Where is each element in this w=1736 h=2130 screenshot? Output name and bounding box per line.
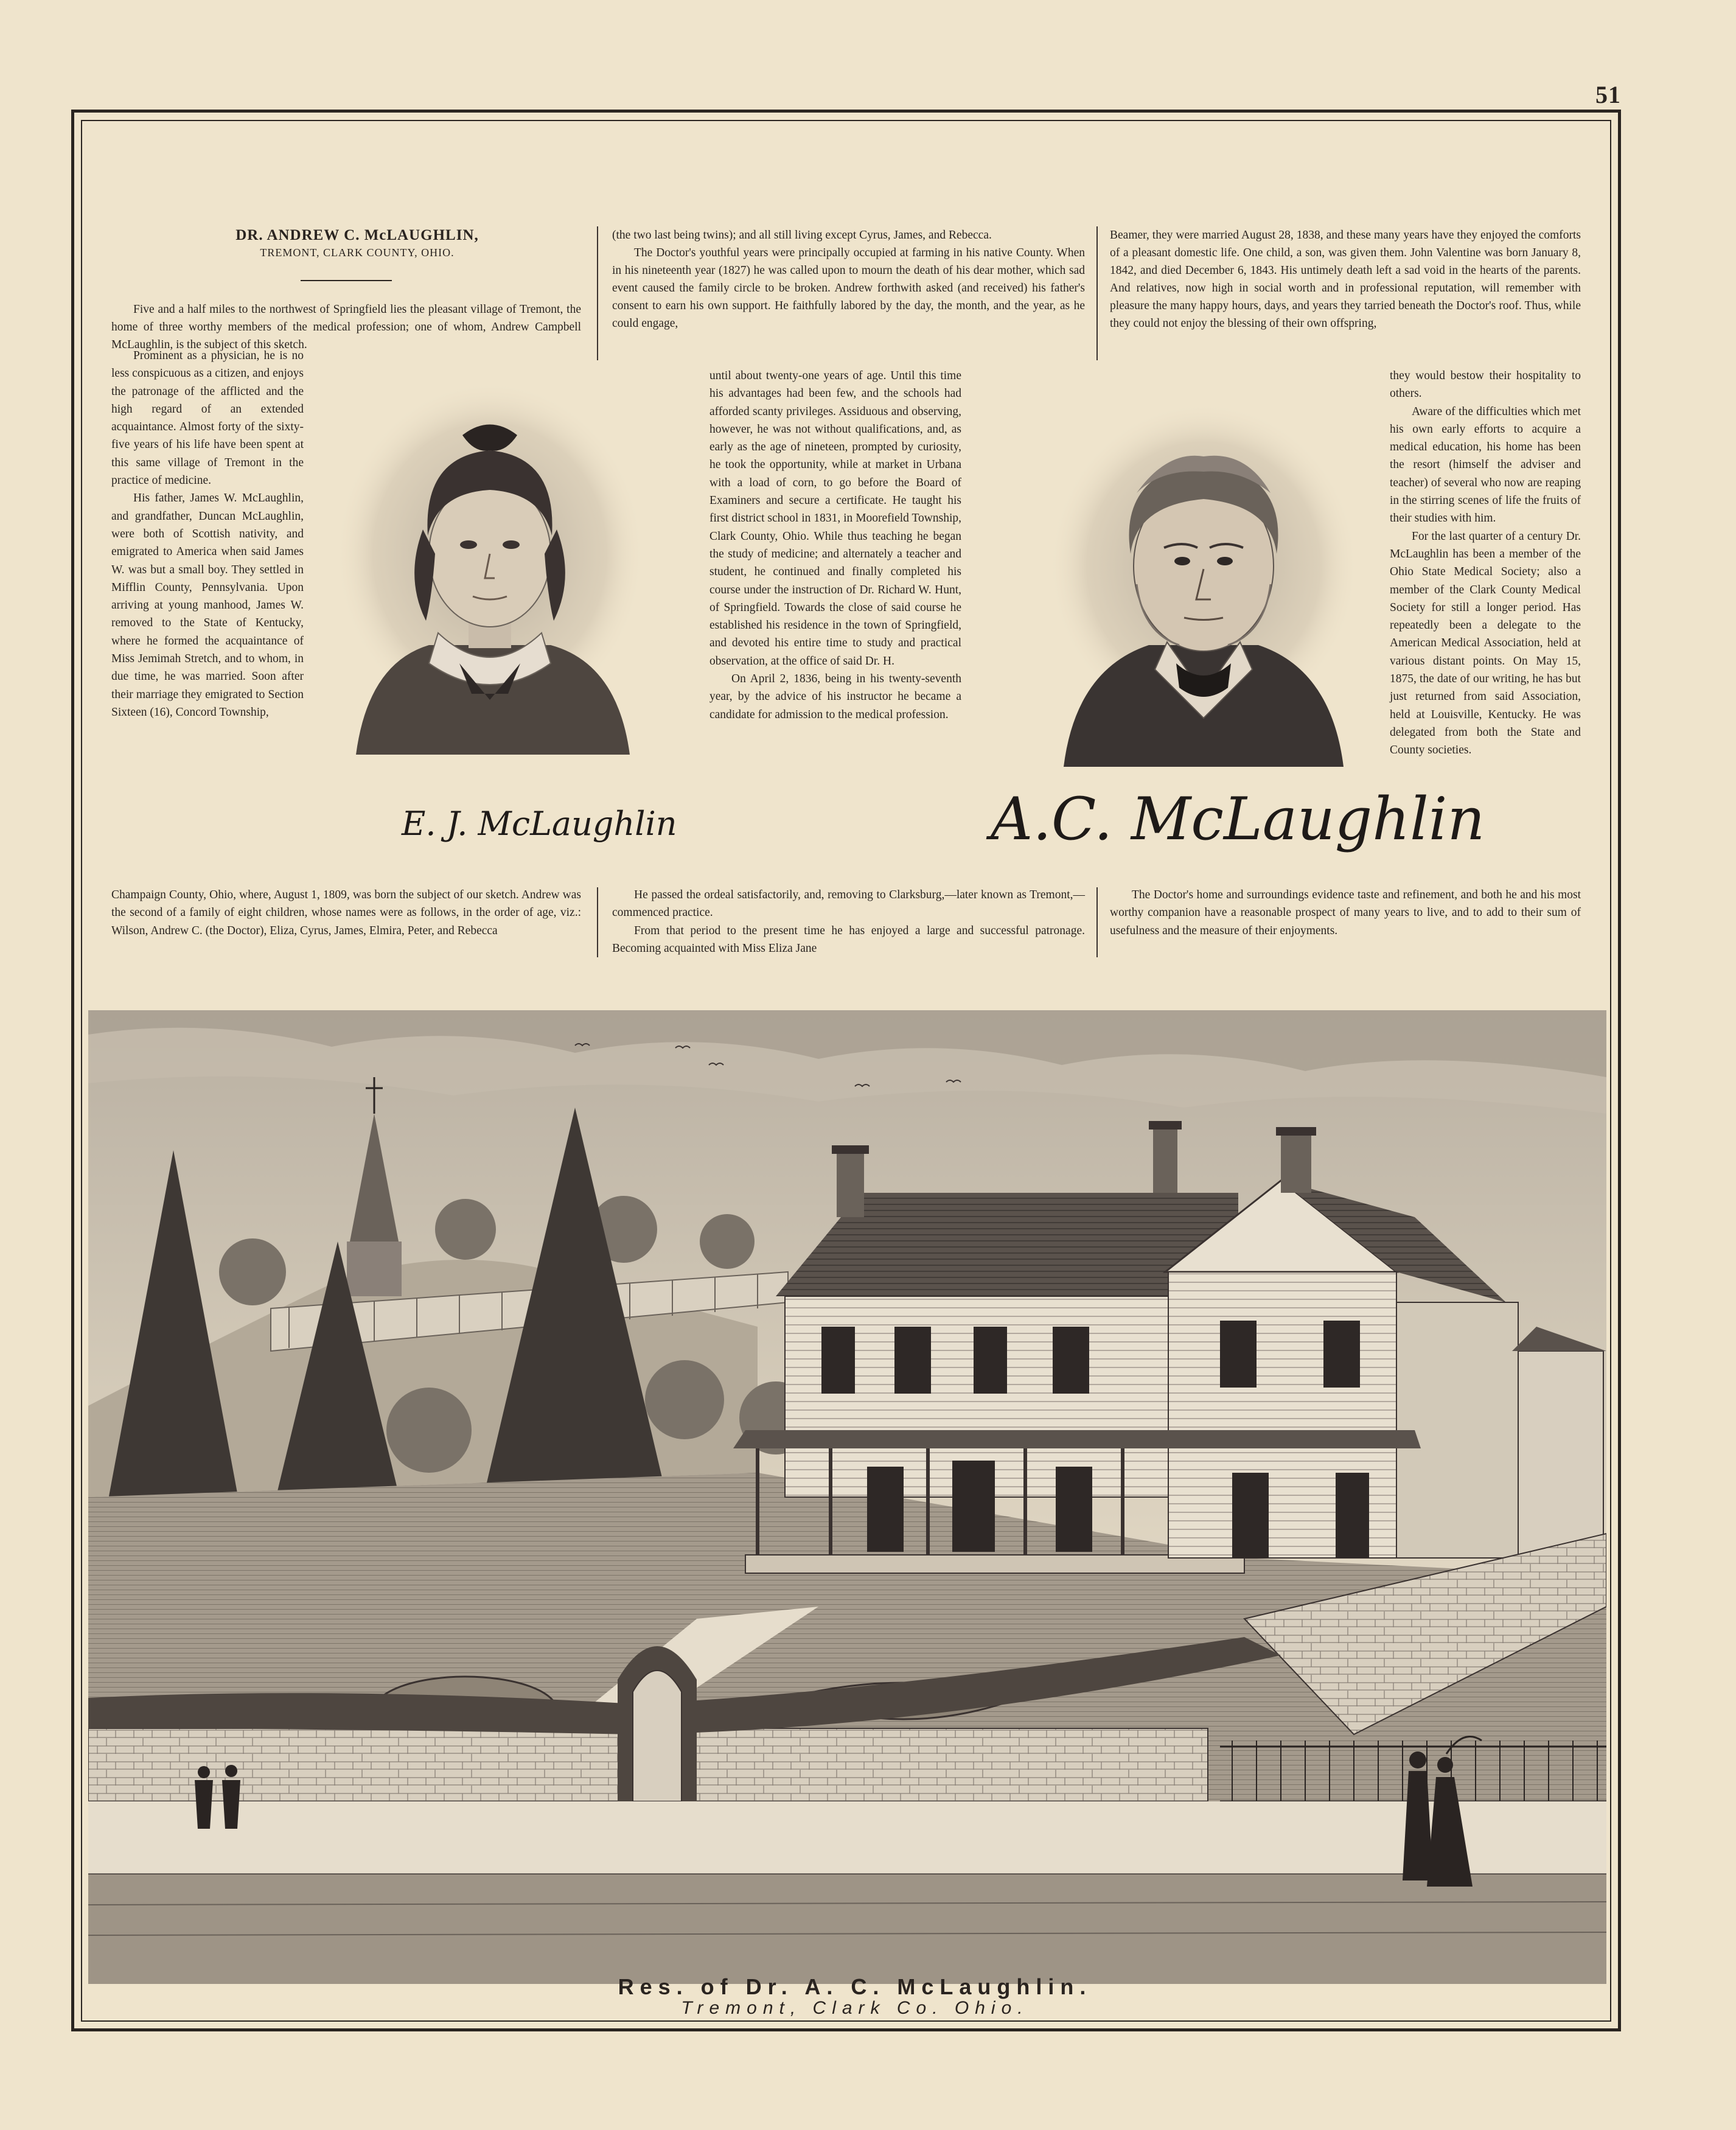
bio-paragraph: Champaign County, Ohio, where, August 1, 1809, was born the subject of our sketch. Andrew was the second of a family of eight children, whose names were as follows, in the order of age, viz.: Wilson, Andrew C. (the Doctor), Eliza, Cyrus, James, Elmira, Peter, and Rebecca bbox=[111, 889, 581, 937]
column-divider-right-bottom bbox=[1096, 887, 1098, 957]
signature-mrs-mclaughlin: E. J. McLaughlin bbox=[402, 805, 677, 843]
bio-paragraph: until about twenty-one years of age. Until this time his advantages had been few, and the schools had afforded scanty privileges. Assiduous and observing, however, he was not without qualifications, and, as early as the age of nineteen, prompted by curiosity, he took the opportunity, while at market in Urbana with a load of corn, to go before the Board of Examiners and secure a certificate. He taught his first district school in 1831, in Moorefield Township, Clark County, Ohio. While thus teaching he began the study of medicine; and alternately a teacher and student, he continued and finally completed his course under the instruction of Dr. Richard W. Hunt, of Springfield. Towards the close of said course he established his residence in the town of Springfield, and devoted his entire time to study and practical observation, at the office of said Dr. H. bbox=[709, 369, 961, 668]
text-column-3-narrow bbox=[1390, 367, 1581, 759]
engraving-caption-title: Res. of Dr. A. C. McLaughlin. bbox=[618, 1974, 1092, 1999]
portrait-dr-mclaughlin bbox=[1045, 402, 1362, 767]
bio-paragraph: For the last quarter of a century Dr. McLaughlin has been a member of the Ohio State Medical Society; also a member of the Clark County Medical Society for still a longer period. Has repeatedly been a delegate to the American Medical Association, held at various distant points. On May 15, 1875, the date of our writing, he has but just returned from said Association, held at Louisville, Kentucky. He was delegated from both the State and County societies. bbox=[1390, 529, 1581, 757]
bio-paragraph: He passed the ordeal satisfactorily, and, removing to Clarksburg,—later known as Tremont,—commenced practice. bbox=[612, 889, 1085, 920]
bio-paragraph: (the two last being twins); and all still living except Cyrus, James, and Rebecca. bbox=[612, 229, 992, 242]
bio-subtitle: TREMONT, CLARK COUNTY, OHIO. bbox=[260, 246, 455, 259]
text-column-1-narrow bbox=[111, 347, 304, 721]
bio-paragraph: Beamer, they were married August 28, 1838, and these many years have they enjoyed the comforts of a pleasant domestic life. One child, a son, was given them. John Valentine was born January 8, 1842, and died December 6, 1843. His untimely death left a sad void in the hearts of the parents. And relatives, now high in social worth and in professional reputation, will remember with pleasure the many happy hours, days, and years they tarried beneath the Doctor's roof. Thus, while they could not enjoy the blessing of their own offspring, bbox=[1110, 229, 1581, 330]
text-column-3-bottom bbox=[1110, 886, 1581, 940]
text-column-3 bbox=[1110, 226, 1581, 332]
portrait-mrs-mclaughlin bbox=[332, 377, 648, 761]
text-column-1-bottom bbox=[111, 886, 581, 940]
bio-paragraph: they would bestow their hospitality to others. bbox=[1390, 369, 1581, 400]
page-number: 51 bbox=[1595, 81, 1621, 108]
text-column-2-bottom bbox=[612, 886, 1085, 957]
text-column-2 bbox=[612, 226, 1085, 332]
bio-paragraph: On April 2, 1836, being in his twenty-seventh year, by the advice of his instructor he became a candidate for admission to the medical profession. bbox=[709, 672, 961, 721]
bio-paragraph: His father, James W. McLaughlin, and grandfather, Duncan McLaughlin, were both of Scottish nativity, and emigrated to America when said James W. was but a small boy. They settled in Mifflin County, Pennsylvania. Upon arriving at young manhood, James W. removed to the State of Kentucky, where he formed the acquaintance of Miss Jemimah Stretch, and to whom, in due time, he was married. Soon after their marriage they emigrated to Section Sixteen (16), Concord Township, bbox=[111, 492, 304, 719]
bio-paragraph: From that period to the present time he has enjoyed a large and successful patronage. Becoming acquainted with Miss Eliza Jane bbox=[612, 924, 1085, 955]
bio-title: DR. ANDREW C. McLAUGHLIN, bbox=[235, 227, 479, 243]
signature-dr-mclaughlin: A.C. McLaughlin bbox=[991, 785, 1485, 853]
column-divider-right-top bbox=[1096, 226, 1098, 360]
text-column-2-narrow bbox=[709, 367, 961, 724]
bio-paragraph: Five and a half miles to the northwest of Springfield lies the pleasant village of Tremont, the home of three worthy members of the medical profession; one of whom, Andrew Campbell McLaughlin, is the subject of this sketch. bbox=[111, 303, 581, 351]
text-column-1 bbox=[111, 226, 581, 354]
bio-paragraph: Aware of the difficulties which met his own early efforts to acquire a medical education, his home has been the resort (himself the adviser and teacher) of several who now are reaping in the stirring scenes of life the fruits of their studies with him. bbox=[1390, 405, 1581, 525]
bio-paragraph: The Doctor's youthful years were principally occupied at farming in his native County. When in his nineteenth year (1827) he was called upon to mourn the death of his dear mother, which sad event caused the family circle to be broken. Andrew forthwith asked (and received) his father's consent to earn his own support. He faithfully labored by the day, the month, and the year, as he could engage, bbox=[612, 246, 1085, 330]
column-divider-left-bottom bbox=[597, 887, 598, 957]
bio-paragraph: Prominent as a physician, he is no less conspicuous as a citizen, and enjoys the patronage of the afflicted and the high regard of an extended acquaintance. Almost forty of the sixty-five years of his life have been spent at this same village of Tremont in the practice of medicine. bbox=[111, 349, 304, 487]
residence-engraving bbox=[88, 1010, 1606, 1984]
column-divider-left-top bbox=[597, 226, 598, 360]
title-rule bbox=[301, 280, 392, 281]
bio-paragraph: The Doctor's home and surroundings evidence taste and refinement, and both he and his most worthy companion have a reasonable prospect of many years to live, and to add to their sum of usefulness and the measure of their enjoyments. bbox=[1110, 889, 1581, 937]
engraving-caption-location: Tremont, Clark Co. Ohio. bbox=[681, 1998, 1029, 2018]
